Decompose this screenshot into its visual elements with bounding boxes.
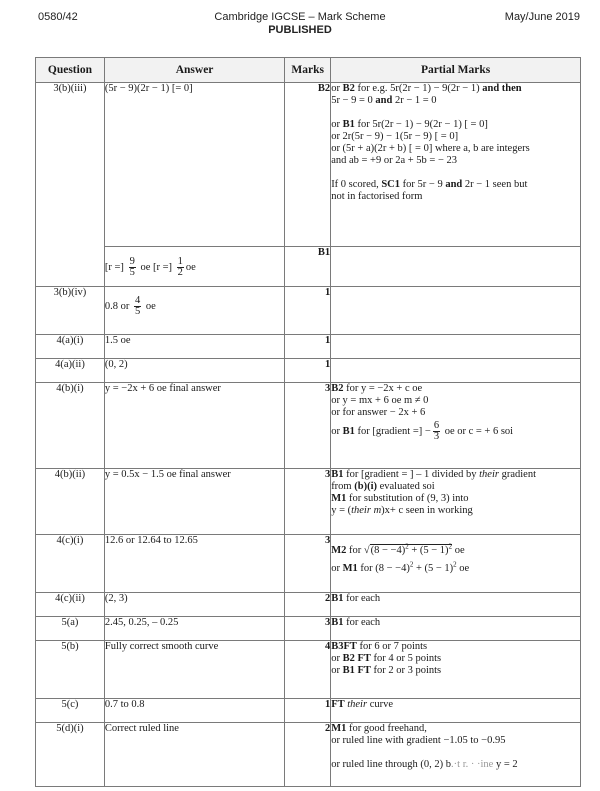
partial-line: not in factorised form bbox=[331, 191, 423, 202]
question-cell: 5(d)(i) bbox=[36, 723, 105, 787]
partial-marks-cell bbox=[331, 335, 581, 359]
column-header-marks: Marks bbox=[285, 58, 331, 83]
answer-cell: (2, 3) bbox=[104, 593, 284, 617]
paper-code: 0580/42 bbox=[38, 11, 78, 23]
partial-line: or for answer − 2x + 6 bbox=[331, 407, 426, 418]
partial-line: or y = mx + 6 oe m ≠ 0 bbox=[331, 395, 429, 406]
marks-cell: 3 bbox=[285, 535, 331, 593]
partial-line: 5r − 9 = 0 and 2r − 1 = 0 bbox=[331, 95, 437, 106]
answer-cell: [r =] $\frac{9}{5}$ oe [r =] $\frac{1}{2}$ oe bbox=[104, 247, 284, 287]
partial-marks-cell: FT their curve bbox=[331, 699, 581, 723]
partial-line: M1 for good freehand, bbox=[331, 723, 427, 734]
marks-cell: B2 bbox=[285, 83, 331, 247]
partial-marks-cell bbox=[331, 83, 581, 247]
table-row bbox=[36, 723, 581, 787]
question-cell: 5(c) bbox=[36, 699, 105, 723]
partial-line: or 2r(5r − 9) − 1(5r − 9) [ = 0] bbox=[331, 131, 459, 142]
table-row bbox=[36, 247, 581, 287]
table-header-row bbox=[36, 58, 581, 83]
marks-cell: 3 bbox=[285, 469, 331, 535]
question-cell: 4(c)(i) bbox=[36, 535, 105, 593]
partial-line: or B1 for [gradient =] − $\frac{6}{3}$ oe or c = + 6 soi bbox=[331, 420, 514, 442]
fraction: $\frac{9}{5}$ bbox=[129, 256, 135, 278]
answer-cell: (5r − 9)(2r − 1) [= 0] bbox=[104, 83, 284, 247]
table-row bbox=[36, 287, 581, 335]
partial-marks-cell: B1 for each bbox=[331, 593, 581, 617]
marks-cell: 1 bbox=[285, 699, 331, 723]
question-cell: 4(a)(i) bbox=[36, 335, 105, 359]
table-row bbox=[36, 641, 581, 699]
answer-cell: 0.8 or $\frac{4}{5}$ oe bbox=[104, 287, 284, 335]
partial-marks-cell bbox=[331, 359, 581, 383]
answer-cell: y = −2x + 6 oe final answer bbox=[104, 383, 284, 469]
table-row bbox=[36, 335, 581, 359]
partial-marks-cell bbox=[331, 535, 581, 593]
published-label: PUBLISHED bbox=[268, 24, 332, 36]
partial-line: or ruled line with gradient −1.05 to −0.95 bbox=[331, 735, 506, 746]
table-row bbox=[36, 699, 581, 723]
partial-marks-cell bbox=[331, 469, 581, 535]
question-cell: 3(b)(iii) bbox=[36, 83, 105, 287]
column-header-partial-marks: Partial Marks bbox=[331, 58, 581, 83]
partial-marks-cell bbox=[331, 723, 581, 787]
table-row bbox=[36, 617, 581, 641]
question-cell: 4(b)(i) bbox=[36, 383, 105, 469]
partial-line: y = (their m)x+ c seen in working bbox=[331, 505, 473, 516]
question-cell: 5(b) bbox=[36, 641, 105, 699]
fraction: $\frac{4}{5}$ bbox=[135, 295, 141, 317]
partial-line: or B1 FT for 2 or 3 points bbox=[331, 665, 442, 676]
table-row bbox=[36, 359, 581, 383]
table-row bbox=[36, 535, 581, 593]
partial-line: or M1 for $(8 - -4)^2 + (5 - 1)^2$ oe bbox=[331, 560, 470, 574]
answer-cell: 0.7 to 0.8 bbox=[104, 699, 284, 723]
partial-line: or ruled line through (0, 2) b.·t r. · ·ine y = 2 bbox=[331, 759, 518, 770]
partial-line: or B2 FT for 4 or 5 points bbox=[331, 653, 442, 664]
partial-line: B2 for y = −2x + c oe bbox=[331, 383, 423, 394]
partial-line: from (b)(i) evaluated soi bbox=[331, 481, 435, 492]
document-title: Cambridge IGCSE – Mark Scheme bbox=[214, 11, 386, 23]
answer-cell: 2.45, 0.25, – 0.25 bbox=[104, 617, 284, 641]
partial-line: or B1 for 5r(2r − 1) − 9(2r − 1) [ = 0] bbox=[331, 119, 488, 130]
question-cell: 4(a)(ii) bbox=[36, 359, 105, 383]
partial-marks-cell bbox=[331, 383, 581, 469]
question-cell: 4(c)(ii) bbox=[36, 593, 105, 617]
partial-line: B3FT for 6 or 7 points bbox=[331, 641, 428, 652]
question-cell: 4(b)(ii) bbox=[36, 469, 105, 535]
partial-line: M2 for $√(8 - -4)^2 + (5 - 1)^2$ oe bbox=[331, 542, 465, 556]
partial-line: and ab = +9 or 2a + 5b = − 23 bbox=[331, 155, 458, 166]
table-row bbox=[36, 469, 581, 535]
marks-cell: 3 bbox=[285, 617, 331, 641]
square-root: $(8 - -4)^2 + (5 - 1)^2$ bbox=[370, 542, 453, 556]
marks-cell: 4 bbox=[285, 641, 331, 699]
table-row bbox=[36, 83, 581, 247]
answer-cell: y = 0.5x − 1.5 oe final answer bbox=[104, 469, 284, 535]
table-row bbox=[36, 383, 581, 469]
fraction: $\frac{1}{2}$ bbox=[177, 256, 183, 278]
marks-cell: 1 bbox=[285, 359, 331, 383]
answer-cell: Correct ruled line bbox=[104, 723, 284, 787]
answer-cell: 12.6 or 12.64 to 12.65 bbox=[104, 535, 284, 593]
exam-session: May/June 2019 bbox=[504, 11, 580, 23]
marks-cell: 2 bbox=[285, 723, 331, 787]
table-row bbox=[36, 593, 581, 617]
partial-marks-cell bbox=[331, 641, 581, 699]
partial-line: or B2 for e.g. 5r(2r − 1) − 9(2r − 1) and then bbox=[331, 83, 522, 94]
marks-cell: 1 bbox=[285, 335, 331, 359]
partial-line: If 0 scored, SC1 for 5r − 9 and 2r − 1 seen but bbox=[331, 179, 528, 190]
column-header-answer: Answer bbox=[104, 58, 284, 83]
question-cell: 5(a) bbox=[36, 617, 105, 641]
marks-cell: 3 bbox=[285, 383, 331, 469]
marks-cell: 2 bbox=[285, 593, 331, 617]
column-header-question: Question bbox=[36, 58, 105, 83]
answer-cell: (0, 2) bbox=[104, 359, 284, 383]
question-cell: 3(b)(iv) bbox=[36, 287, 105, 335]
marks-cell: 1 bbox=[285, 287, 331, 335]
answer-cell: Fully correct smooth curve bbox=[104, 641, 284, 699]
partial-marks-cell bbox=[331, 247, 581, 287]
partial-marks-cell: B1 for each bbox=[331, 617, 581, 641]
fraction: $\frac{6}{3}$ bbox=[433, 420, 440, 442]
partial-line: M1 for substitution of (9, 3) into bbox=[331, 493, 469, 504]
partial-marks-cell bbox=[331, 287, 581, 335]
marks-cell: B1 bbox=[285, 247, 331, 287]
partial-line: or (5r + a)(2r + b) [ = 0] where a, b are integers bbox=[331, 143, 530, 154]
answer-cell: 1.5 oe bbox=[104, 335, 284, 359]
mark-scheme-table bbox=[35, 57, 581, 787]
partial-line: B1 for [gradient = ] – 1 divided by their gradient bbox=[331, 469, 537, 480]
